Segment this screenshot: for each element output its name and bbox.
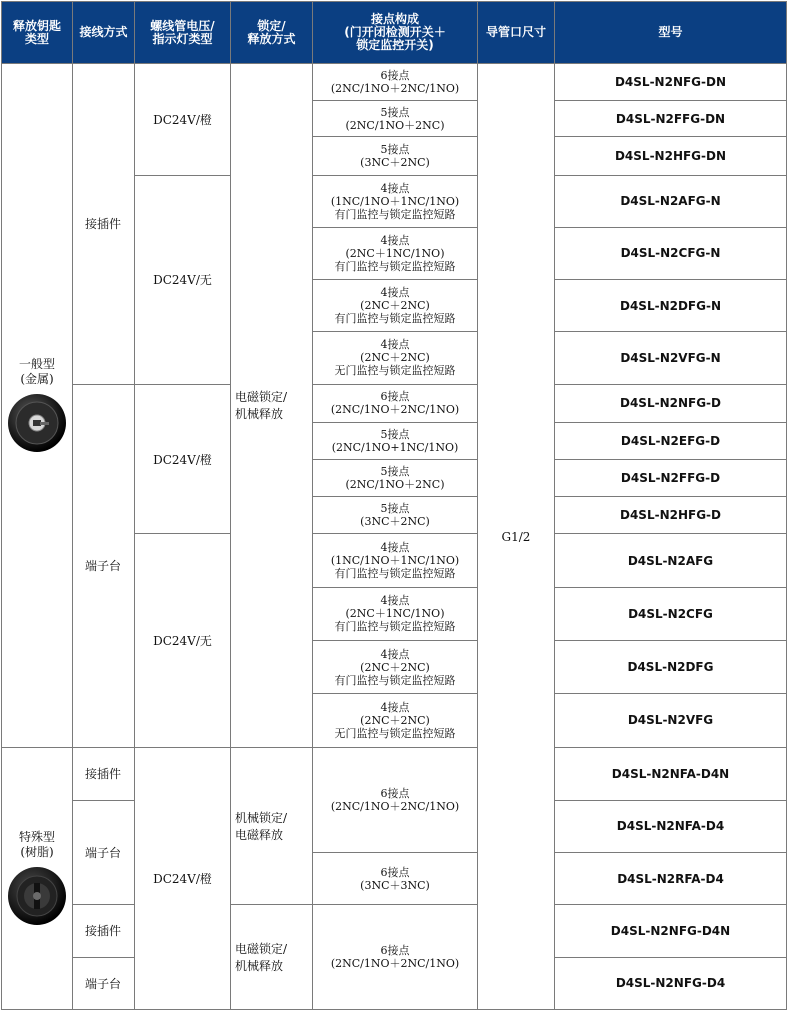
contacts-cell: 4接点 (2NC＋1NC/1NO) 有门监控与锁定监控短路 (313, 587, 478, 640)
model-cell: D4SL-N2FFG-DN (555, 101, 787, 137)
conduit-size: G1/2 (478, 64, 555, 1010)
model-cell: D4SL-N2VFG-N (555, 332, 787, 384)
header-wiring: 接线方式 (73, 2, 135, 64)
model-cell: D4SL-N2NFG-DN (555, 64, 787, 101)
header-model: 型号 (555, 2, 787, 64)
contacts-cell: 4接点 (2NC＋1NC/1NO) 有门监控与锁定监控短路 (313, 227, 478, 279)
wiring-connector: 接插件 (73, 905, 135, 957)
model-cell: D4SL-N2NFG-D4 (555, 957, 787, 1009)
wiring-connector: 接插件 (73, 747, 135, 800)
model-cell: D4SL-N2DFG-N (555, 280, 787, 332)
contacts-cell: 6接点 (2NC/1NO＋2NC/1NO) (313, 64, 478, 101)
header-contacts: 接点构成 (门开闭检测开关＋ 锁定监控开关) (313, 2, 478, 64)
model-cell: D4SL-N2CFG (555, 587, 787, 640)
contacts-cell: 4接点 (1NC/1NO＋1NC/1NO) 有门监控与锁定监控短路 (313, 534, 478, 587)
contacts-cell: 6接点 (3NC＋3NC) (313, 853, 478, 905)
contacts-cell: 4接点 (1NC/1NO＋1NC/1NO) 有门监控与锁定监控短路 (313, 175, 478, 227)
header-conduit: 导管口尺寸 (478, 2, 555, 64)
table-row (2, 905, 787, 957)
key-type-special: 特殊型 (树脂) (2, 747, 73, 1010)
metal-key-image (7, 393, 67, 453)
model-cell: D4SL-N2HFG-DN (555, 137, 787, 175)
contacts-cell: 6接点 (2NC/1NO＋2NC/1NO) (313, 384, 478, 422)
contacts-cell: 5接点 (3NC＋2NC) (313, 497, 478, 534)
contacts-cell: 6接点 (2NC/1NO＋2NC/1NO) (313, 747, 478, 853)
key-type-general: 一般型 (金属) (2, 64, 73, 748)
contacts-cell: 4接点 (2NC＋2NC) 有门监控与锁定监控短路 (313, 280, 478, 332)
wiring-terminal: 端子台 (73, 384, 135, 747)
model-cell: D4SL-N2AFG-N (555, 175, 787, 227)
wiring-terminal: 端子台 (73, 800, 135, 905)
model-selection-table (1, 1, 787, 1010)
contacts-cell: 4接点 (2NC＋2NC) 无门监控与锁定监控短路 (313, 332, 478, 384)
contacts-cell: 6接点 (2NC/1NO＋2NC/1NO) (313, 905, 478, 1010)
contacts-cell: 5接点 (2NC/1NO+1NC/1NO) (313, 422, 478, 459)
contacts-cell: 5接点 (2NC/1NO＋2NC) (313, 101, 478, 137)
lock-mode-solenoid: 电磁锁定/ 机械释放 (231, 64, 313, 748)
table-row (2, 64, 787, 101)
voltage-orange: DC24V/橙 (135, 64, 231, 176)
model-cell: D4SL-N2RFA-D4 (555, 853, 787, 905)
lock-mode-solenoid: 电磁锁定/ 机械释放 (231, 905, 313, 1010)
model-cell: D4SL-N2CFG-N (555, 227, 787, 279)
model-cell: D4SL-N2NFA-D4N (555, 747, 787, 800)
table-row (2, 747, 787, 800)
table-row (2, 384, 787, 422)
header-lock-mode: 锁定/ 释放方式 (231, 2, 313, 64)
resin-key-image (7, 866, 67, 926)
model-cell: D4SL-N2DFG (555, 640, 787, 693)
model-cell: D4SL-N2HFG-D (555, 497, 787, 534)
voltage-none: DC24V/无 (135, 175, 231, 384)
header-key-type: 释放钥匙 类型 (2, 2, 73, 64)
model-cell: D4SL-N2FFG-D (555, 460, 787, 497)
voltage-orange: DC24V/橙 (135, 747, 231, 1010)
voltage-none: DC24V/无 (135, 534, 231, 747)
model-cell: D4SL-N2VFG (555, 694, 787, 747)
model-cell: D4SL-N2AFG (555, 534, 787, 587)
lock-mode-mechanical: 机械锁定/ 电磁释放 (231, 747, 313, 905)
contacts-cell: 4接点 (2NC＋2NC) 有门监控与锁定监控短路 (313, 640, 478, 693)
header-coil-voltage: 螺线管电压/ 指示灯类型 (135, 2, 231, 64)
model-cell: D4SL-N2NFG-D4N (555, 905, 787, 957)
header-row (2, 2, 787, 64)
contacts-cell: 5接点 (2NC/1NO＋2NC) (313, 460, 478, 497)
model-cell: D4SL-N2NFG-D (555, 384, 787, 422)
contacts-cell: 5接点 (3NC＋2NC) (313, 137, 478, 175)
wiring-connector: 接插件 (73, 64, 135, 385)
model-cell: D4SL-N2NFA-D4 (555, 800, 787, 852)
wiring-terminal: 端子台 (73, 957, 135, 1009)
contacts-cell: 4接点 (2NC＋2NC) 无门监控与锁定监控短路 (313, 694, 478, 747)
model-cell: D4SL-N2EFG-D (555, 422, 787, 459)
voltage-orange: DC24V/橙 (135, 384, 231, 534)
